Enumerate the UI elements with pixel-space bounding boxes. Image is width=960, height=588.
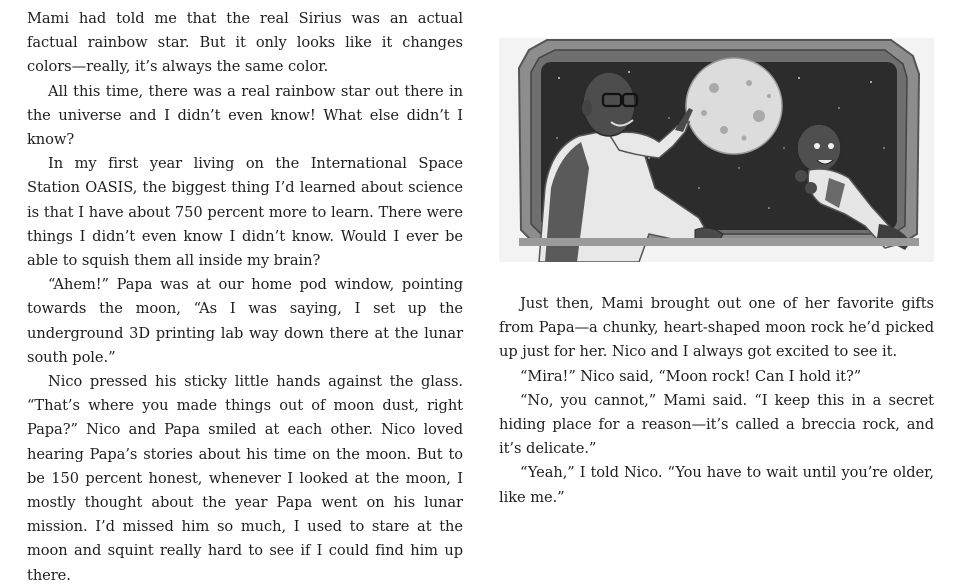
paragraph: “Ahem!” Papa was at our home pod window, pointing towards the moon, “As I was saying, I set up the underground 3D printing lab way down there at the lunar south pole.” (27, 276, 463, 366)
paragraph: Just then, Mami brought out one of her favorite gifts from Papa—a chunky, heart-shaped moon rock he’d picked up just for her. Nico and I always got excited to see it. (499, 295, 934, 361)
paragraph: All this time, there was a real rainbow star out there in the universe and I didn’t even know! What else didn’t I know? (27, 82, 463, 149)
illustration-drawing (499, 38, 934, 262)
paragraph: Nico pressed his sticky little hands against the glass. “That’s where you made things out of moon dust, right Papa?” Nico and Papa smiled at each other. Nico loved hearing Papa’s stories about his time on the moon. But to be 150 percent honest, whenever I looked at the moon, I mostly thought about the year Papa went on his lunar mission. I’d missed him so much, I used to stare at the moon and squint really hard to see if I could find him up there. (27, 373, 463, 584)
illustration-papa-and-nico-at-window (499, 38, 934, 262)
paragraph: “Yeah,” I told Nico. “You have to wait until you’re older, like me.” (499, 464, 934, 506)
paragraph: “No, you cannot,” Mami said. “I keep this in a secret hiding place for a reason—it’s called a breccia rock, and it’s delicate.” (499, 391, 934, 458)
paragraph: Mami had told me that the real Sirius was an actual factual rainbow star. But it only looks like it changes colors—really, it’s always the same color. (27, 10, 463, 76)
left-text-column (27, 7, 463, 588)
paragraph: “Mira!” Nico said, “Moon rock! Can I hold it?” (520, 367, 862, 385)
paragraph: In my first year living on the International Space Station OASIS, the biggest thing I’d learned about science is that I have about 750 percent more to learn. There were things I didn’t even know I didn’t know. Would I ever be able to squish them all inside my brain? (27, 155, 463, 270)
right-text-column (499, 292, 934, 510)
